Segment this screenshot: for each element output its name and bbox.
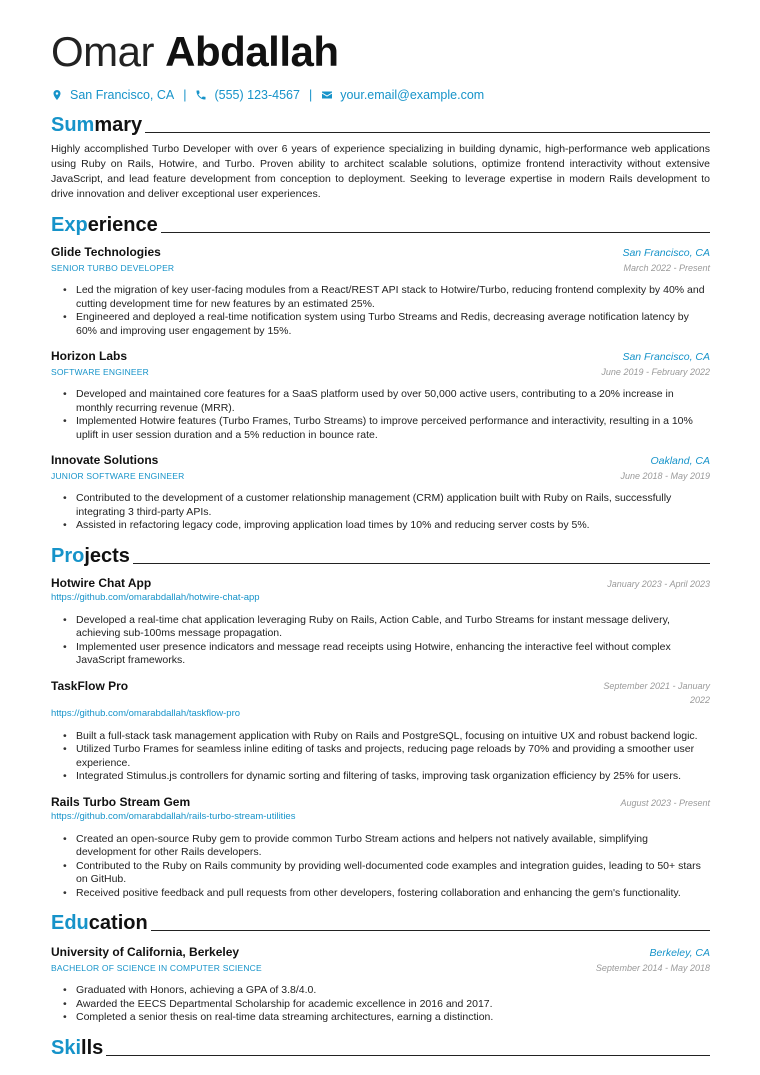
job-bullets (62, 388, 710, 442)
experience-list (51, 245, 710, 533)
job-dates: March 2022 - Present (623, 263, 710, 273)
school-location: Berkeley, CA (649, 947, 710, 959)
company-name: Glide Technologies (51, 245, 161, 259)
email-text: your.email@example.com (340, 88, 485, 102)
bullet-item: • Developed a real-time chat application leveraging Ruby on Rails, Action Cable, and Turbo Streams for instant message delivery, achieving sub-100ms message propagation. (62, 614, 710, 641)
project-dates: January 2023 - April 2023 (607, 578, 710, 589)
bullet-item: • Contributed to the Ruby on Rails community by providing well-documented code examples and integration guides, leading to 50+ stars on GitHub. (62, 860, 710, 887)
first-name: Omar (51, 28, 154, 75)
contact-phone[interactable] (195, 88, 299, 102)
projects-title (51, 545, 130, 567)
bullet-item: • Received positive feedback and pull requests from other developers, fostering collaboration and enhancing the gem's functionality. (62, 887, 710, 901)
bullet-item: • Awarded the EECS Departmental Scholarship for academic excellence in 2016 and 2017. (62, 998, 710, 1012)
bullet-item: • Integrated Stimulus.js controllers for dynamic sorting and filtering of tasks, improving task organization efficiency by 25% for users. (62, 770, 710, 784)
degree: BACHELOR OF SCIENCE IN COMPUTER SCIENCE (51, 963, 262, 973)
projects-title-rest: jects (84, 544, 130, 567)
project-entry (51, 679, 710, 784)
job-location: San Francisco, CA (622, 247, 710, 259)
resume-page (51, 28, 710, 1059)
project-link[interactable]: https://github.com/omarabdallah/rails-turbo-stream-utilities (51, 810, 296, 822)
project-link[interactable]: https://github.com/omarabdallah/hotwire-chat-app (51, 591, 260, 603)
contact-location (51, 88, 174, 102)
phone-icon (195, 89, 207, 101)
school-name: University of California, Berkeley (51, 945, 240, 959)
section-rule (151, 930, 710, 931)
education-heading (51, 912, 710, 934)
bullet-item: • Contributed to the development of a customer relationship management (CRM) application built with Ruby on Rails, successfully integrating 3 third-party APIs. (62, 492, 710, 519)
location-text: San Francisco, CA (70, 88, 175, 102)
job-bullets (62, 284, 710, 338)
bullet-item: • Implemented Hotwire features (Turbo Frames, Turbo Streams) to improve perceived performance and interactivity, resulting in a 10% uplift in user session duration and a 5% reduction in bounce rate. (62, 415, 710, 442)
summary-title (51, 114, 142, 136)
bullet-item: • Implemented user presence indicators and message read receipts using Hotwire, enhancing the interactive feel without complex JavaScript frameworks. (62, 641, 710, 668)
summary-title-accent: Sum (51, 114, 95, 136)
experience-entry (51, 349, 710, 442)
project-bullets (62, 730, 710, 784)
bullet-item: • Assisted in refactoring legacy code, improving application load times by 10% and reducing server costs by 5%. (62, 519, 710, 533)
contact-line (51, 86, 710, 104)
bullet-item: • Led the migration of key user-facing modules from a React/REST API stack to Hotwire/Turbo, reducing frontend complexity by 40% and cutting development time for new features by an estimated 25%. (62, 284, 710, 311)
projects-list (51, 576, 710, 901)
job-location: San Francisco, CA (622, 351, 710, 363)
summary-title-rest: mary (94, 114, 143, 136)
company-name: Horizon Labs (51, 349, 128, 363)
job-dates: June 2019 - February 2022 (601, 367, 710, 377)
project-link[interactable]: https://github.com/omarabdallah/taskflow-pro (51, 707, 241, 719)
skills-title-rest: lls (81, 1036, 104, 1059)
education-title-accent: Edu (51, 912, 89, 934)
project-name: Hotwire Chat App (51, 575, 152, 590)
project-entry (51, 576, 710, 668)
project-bullets (62, 614, 710, 668)
project-dates: August 2023 - Present (620, 797, 710, 808)
section-rule (161, 232, 710, 233)
projects-heading (51, 545, 710, 567)
project-name: Rails Turbo Stream Gem (51, 794, 191, 809)
project-entry (51, 795, 710, 901)
bullet-item: • Utilized Turbo Frames for seamless inline editing of tasks and projects, reducing page reloads by 70% and providing a smoother user experience. (62, 743, 710, 770)
skills-title-accent: Ski (51, 1036, 82, 1059)
section-rule (145, 132, 710, 133)
skills-title (51, 1037, 103, 1059)
experience-entry (51, 245, 710, 338)
skills-heading (51, 1037, 710, 1059)
bullet-item: • Created an open-source Ruby gem to provide common Turbo Stream actions and helpers not natively available, simplifying development for other Rails developers. (62, 833, 710, 860)
company-name: Innovate Solutions (51, 453, 159, 467)
summary-text: Highly accomplished Turbo Developer with over 6 years of experience specializing in building dynamic, high-performance web applications using Ruby on Rails, Hotwire, and Turbo. Proven ability to architect scalable solutions, optimize frontend interactivity without extensive JavaScript, and lead feature development from conception to deployment. Seeking to leverage expertise in modern Rails development to drive innovation and deliver exceptional user experiences. (51, 143, 710, 200)
job-location: Oakland, CA (650, 455, 710, 467)
education-bullets (62, 984, 710, 1025)
experience-title-rest: erience (87, 214, 158, 236)
education-title (51, 912, 148, 934)
job-role: SOFTWARE ENGINEER (51, 367, 150, 377)
experience-title-accent: Exp (51, 214, 88, 236)
bullet-item: • Built a full-stack task management application with Ruby on Rails and PostgreSQL, focusing on intuitive UX and robust backend logic. (62, 730, 710, 744)
section-rule (133, 563, 710, 564)
education-entry (51, 945, 710, 1025)
section-rule (106, 1055, 710, 1056)
bullet-item: • Graduated with Honors, achieving a GPA of 3.8/4.0. (62, 984, 710, 998)
bullet-item: • Developed and maintained core features for a SaaS platform used by over 50,000 active users, contributing to a 20% increase in monthly recurring revenue (MRR). (62, 388, 710, 415)
education-dates: September 2014 - May 2018 (595, 963, 710, 973)
map-marker-icon (51, 89, 63, 101)
project-dates: September 2021 - January 2022 (603, 680, 710, 705)
summary-heading (51, 114, 710, 136)
envelope-icon (321, 89, 333, 101)
projects-title-accent: Pro (51, 544, 85, 567)
project-bullets (62, 833, 710, 901)
project-name: TaskFlow Pro (51, 678, 129, 693)
last-name: Abdallah (165, 28, 339, 75)
contact-separator: | (308, 88, 313, 102)
bullet-item: • Completed a senior thesis on real-time data streaming architectures, earning a distinction. (62, 1011, 710, 1025)
contact-separator: | (183, 88, 187, 102)
resume-name (51, 28, 710, 76)
job-dates: June 2018 - May 2019 (620, 471, 710, 481)
experience-title (51, 214, 158, 236)
experience-heading (51, 214, 710, 236)
job-role: SENIOR TURBO DEVELOPER (51, 263, 175, 273)
experience-entry (51, 453, 710, 533)
phone-text: (555) 123-4567 (214, 88, 300, 102)
contact-email[interactable] (321, 88, 484, 102)
job-role: JUNIOR SOFTWARE ENGINEER (51, 471, 185, 481)
job-bullets (62, 492, 710, 533)
education-title-rest: cation (88, 912, 148, 934)
bullet-item: • Engineered and deployed a real-time notification system using Turbo Streams and Redis, decreasing average notification latency by 60% and improving user engagement by 15%. (62, 311, 710, 338)
